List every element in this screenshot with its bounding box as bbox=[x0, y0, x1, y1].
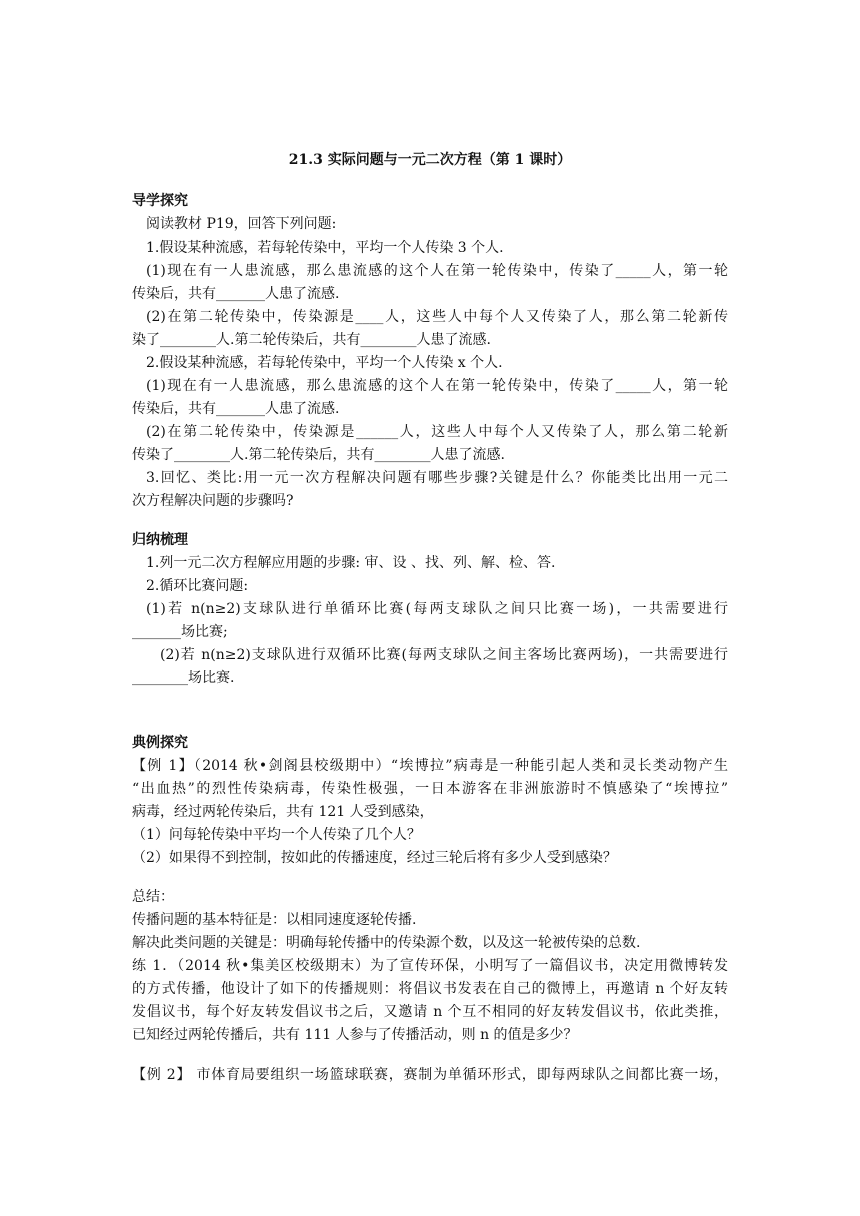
text-line: 次方程解决问题的步骤吗? bbox=[132, 493, 294, 509]
text-line: 3.回忆、类比:用一元一次方程解决问题有哪些步骤?关键是什么？你能类比出用一元二 bbox=[146, 470, 728, 486]
text-line: (2)在第二轮传染中，传染源是______人，这些人中每个人又传染了人，那么第二轮新 bbox=[146, 424, 728, 440]
text-line: 染了________人.第二轮传染后，共有________人患了流感. bbox=[132, 332, 491, 348]
example-1-line: 病毒，经过两轮传染后，共有 121 人受到感染， bbox=[132, 804, 434, 820]
example-1-question-1: （1）问每轮传染中平均一个人传染了几个人？ bbox=[132, 827, 421, 843]
text-line: 传染后，共有_______人患了流感. bbox=[132, 401, 340, 417]
text-line: (1)若 n(n≥2)支球队进行单循环比赛(每两支球队之间只比赛一场)，一共需要进行 bbox=[146, 601, 728, 617]
text-line: 2.假设某种流感，若每轮传染中，平均一个人传染 x 个人. bbox=[146, 355, 503, 371]
summary-label: 总结： bbox=[132, 889, 174, 905]
text-line: 传染了________人.第二轮传染后，共有________人患了流感. bbox=[132, 447, 505, 463]
exercise-1-line: 已知经过两轮传播后，共有 111 人参与了传播活动，则 n 的值是多少？ bbox=[132, 1027, 578, 1043]
text-line: 阅读教材 P19，回答下列问题: bbox=[146, 216, 337, 232]
exercise-1-line: 的方式传播，他设计了如下的传播规则：将倡议书发表在自己的微博上，再邀请 n 个好友转 bbox=[132, 981, 728, 997]
page-title: 21.3 实际问题与一元二次方程（第 1 课时） bbox=[288, 152, 572, 168]
section-heading-examples: 典例探究 bbox=[132, 735, 188, 751]
text-line: ________场比赛. bbox=[132, 670, 235, 686]
exercise-1-line: 练 1．（2014 秋•集美区校级期末）为了宣传环保，小明写了一篇倡议书，决定用微博转发 bbox=[132, 958, 728, 974]
text-line: (2)若 n(n≥2)支球队进行双循环比赛(每两支球队之间主客场比赛两场)，一共需要进行 bbox=[160, 647, 728, 663]
text-line: (2)在第二轮传染中，传染源是____人，这些人中每个人又传染了人，那么第二轮新传 bbox=[146, 309, 728, 325]
text-line: _______场比赛; bbox=[132, 624, 228, 640]
example-1-line: 【例 1】（2014 秋•剑阁县校级期中）“埃博拉”病毒是一种能引起人类和灵长类动物产生 bbox=[132, 758, 728, 774]
section-heading-summary: 归纳梳理 bbox=[132, 532, 188, 548]
example-2-line: 【例 2】 市体育局要组织一场篮球联赛，赛制为单循环形式，即每两球队之间都比赛一场， bbox=[132, 1067, 728, 1083]
text-line: (1)现在有一人患流感，那么患流感的这个人在第一轮传染中，传染了_____人，第一轮 bbox=[146, 263, 728, 279]
text-line: 传染后，共有_______人患了流感. bbox=[132, 286, 340, 302]
example-1-line: “出血热”的烈性传染病毒，传染性极强，一日本游客在非洲旅游时不慎感染了“埃博拉” bbox=[132, 781, 728, 797]
summary-line: 传播问题的基本特征是：以相同速度逐轮传播. bbox=[132, 912, 417, 928]
text-line: 2.循环比赛问题: bbox=[146, 578, 249, 594]
exercise-1-line: 发倡议书，每个好友转发倡议书之后，又邀请 n 个互不相同的好友转发倡议书，依此类推， bbox=[132, 1004, 728, 1020]
text-line: (1)现在有一人患流感，那么患流感的这个人在第一轮传染中，传染了_____人，第一轮 bbox=[146, 378, 728, 394]
text-line: 1.假设某种流感，若每轮传染中，平均一个人传染 3 个人. bbox=[146, 240, 504, 256]
text-line: 1.列一元二次方程解应用题的步骤: 审、设 、找、列、解、检、答. bbox=[146, 555, 556, 571]
summary-line: 解决此类问题的关键是：明确每轮传播中的传染源个数，以及这一轮被传染的总数. bbox=[132, 935, 641, 951]
section-heading-guided-inquiry: 导学探究 bbox=[132, 193, 188, 209]
example-1-question-2: （2）如果得不到控制，按如此的传播速度，经过三轮后将有多少人受到感染？ bbox=[132, 850, 617, 866]
